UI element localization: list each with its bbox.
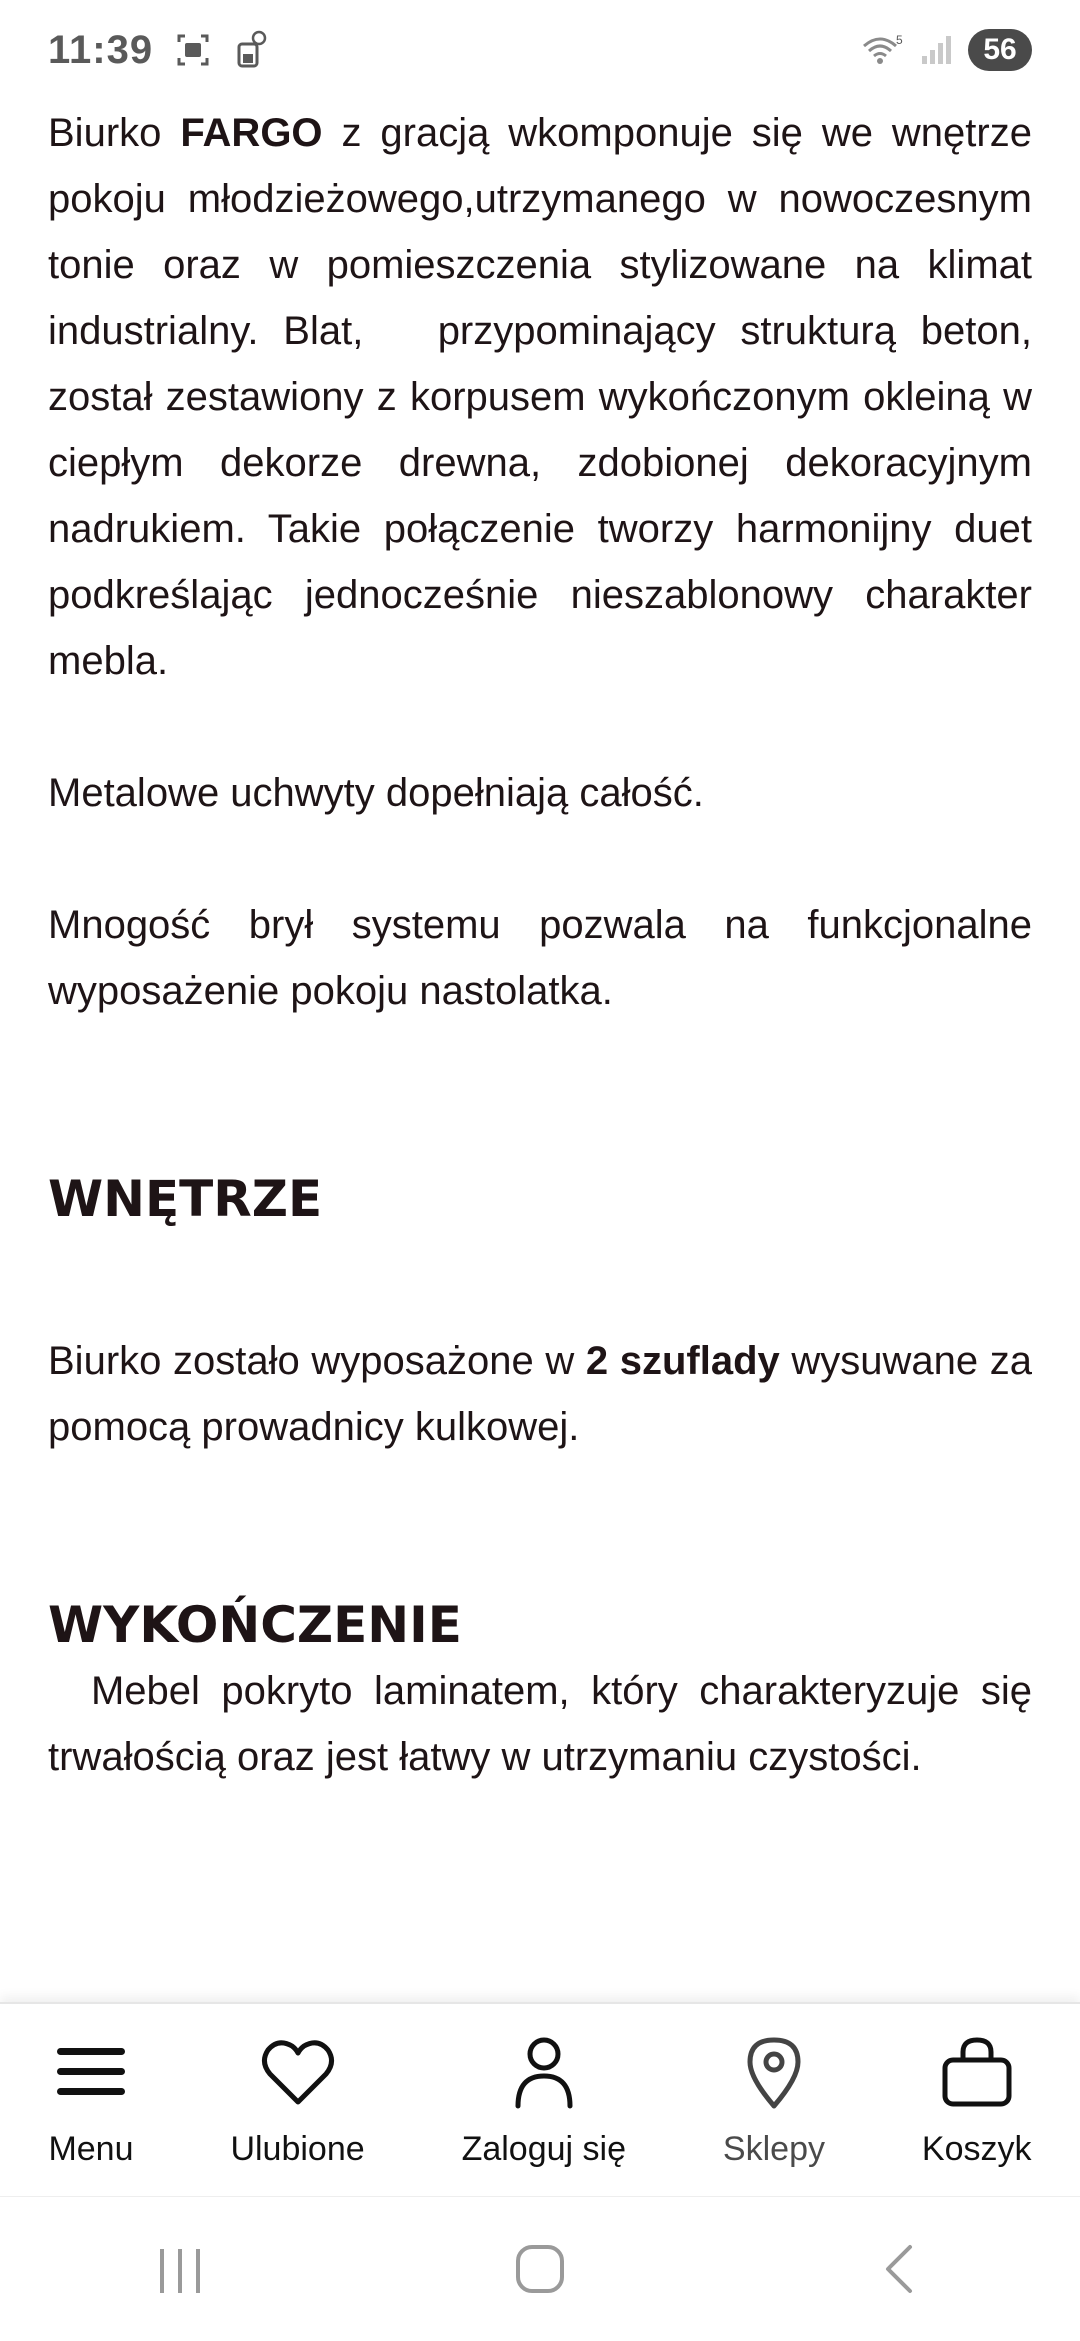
home-icon[interactable] [510, 2239, 570, 2299]
paragraph-system: Mnogość brył systemu pozwala na funkcjonalne wyposażenie pokoju nastolatka. [48, 903, 1032, 1013]
nav-cart-label: Koszyk [921, 2129, 1032, 2168]
nav-favorites-label: Ulubione [230, 2129, 365, 2168]
drawers-count: 2 szuflady [585, 1339, 780, 1383]
paragraph-drawers: Biurko zostało wyposażone w 2 szuflady wysuwane za pomocą prowadnicy kulkowej. [48, 1339, 1032, 1449]
shopping-bag-icon [937, 2032, 1017, 2112]
heading-interior: WNĘTRZE [48, 1170, 323, 1228]
network-label: 5 [896, 33, 903, 47]
status-time: 11:39 [48, 27, 154, 72]
hamburger-menu-icon [51, 2032, 131, 2112]
battery-indicator: 56 [968, 29, 1032, 71]
product-name: FARGO [180, 111, 323, 155]
nav-login[interactable] [462, 2032, 626, 2169]
nav-menu[interactable] [48, 2032, 133, 2169]
nav-stores[interactable] [723, 2032, 825, 2169]
nav-stores-label: Sklepy [722, 2129, 825, 2168]
location-pin-icon [734, 2032, 814, 2112]
back-icon[interactable] [870, 2239, 930, 2299]
paragraph-intro: Biurko FARGO z gracją wkomponuje się we wnętrze pokoju młodzieżowego,utrzymanego w nowoczesnym tonie oraz w pomieszczenia stylizowane na klimat industrialny. Blat, przypominający strukturą beton, został zestawiony z korpusem wykończonym okleiną w ciepłym dekorze drewna, zdobionej dekoracyjnym nadrukiem. Takie połączenie tworzy harmonijny duet podkreślając jednocześnie nieszablonowy charakter mebla. [48, 111, 1032, 683]
nav-favorites[interactable] [230, 2032, 364, 2169]
signal-icon [920, 34, 954, 66]
bottom-navigation [0, 2002, 1080, 2196]
nav-cart[interactable] [922, 2032, 1032, 2169]
alarm-cup-icon [233, 30, 269, 70]
wifi-icon [860, 32, 906, 68]
heading-finish: WYKOŃCZENIE [48, 1596, 462, 1654]
user-icon [504, 2032, 584, 2112]
heart-icon [258, 2032, 338, 2112]
paragraph-handles: Metalowe uchwyty dopełniają całość. [48, 771, 704, 815]
nav-login-label: Zaloguj się [461, 2129, 626, 2168]
nav-menu-label: Menu [48, 2129, 134, 2168]
paragraph-finish: Mebel pokryto laminatem, który charakteryzuje się trwałością oraz jest łatwy w utrzymaniu czystości. [48, 1669, 1032, 1779]
status-bar [0, 0, 1080, 100]
screenshot-icon [175, 32, 211, 68]
system-navigation-bar [0, 2196, 1080, 2341]
product-description [48, 100, 1032, 1790]
recent-apps-icon[interactable] [150, 2239, 210, 2299]
